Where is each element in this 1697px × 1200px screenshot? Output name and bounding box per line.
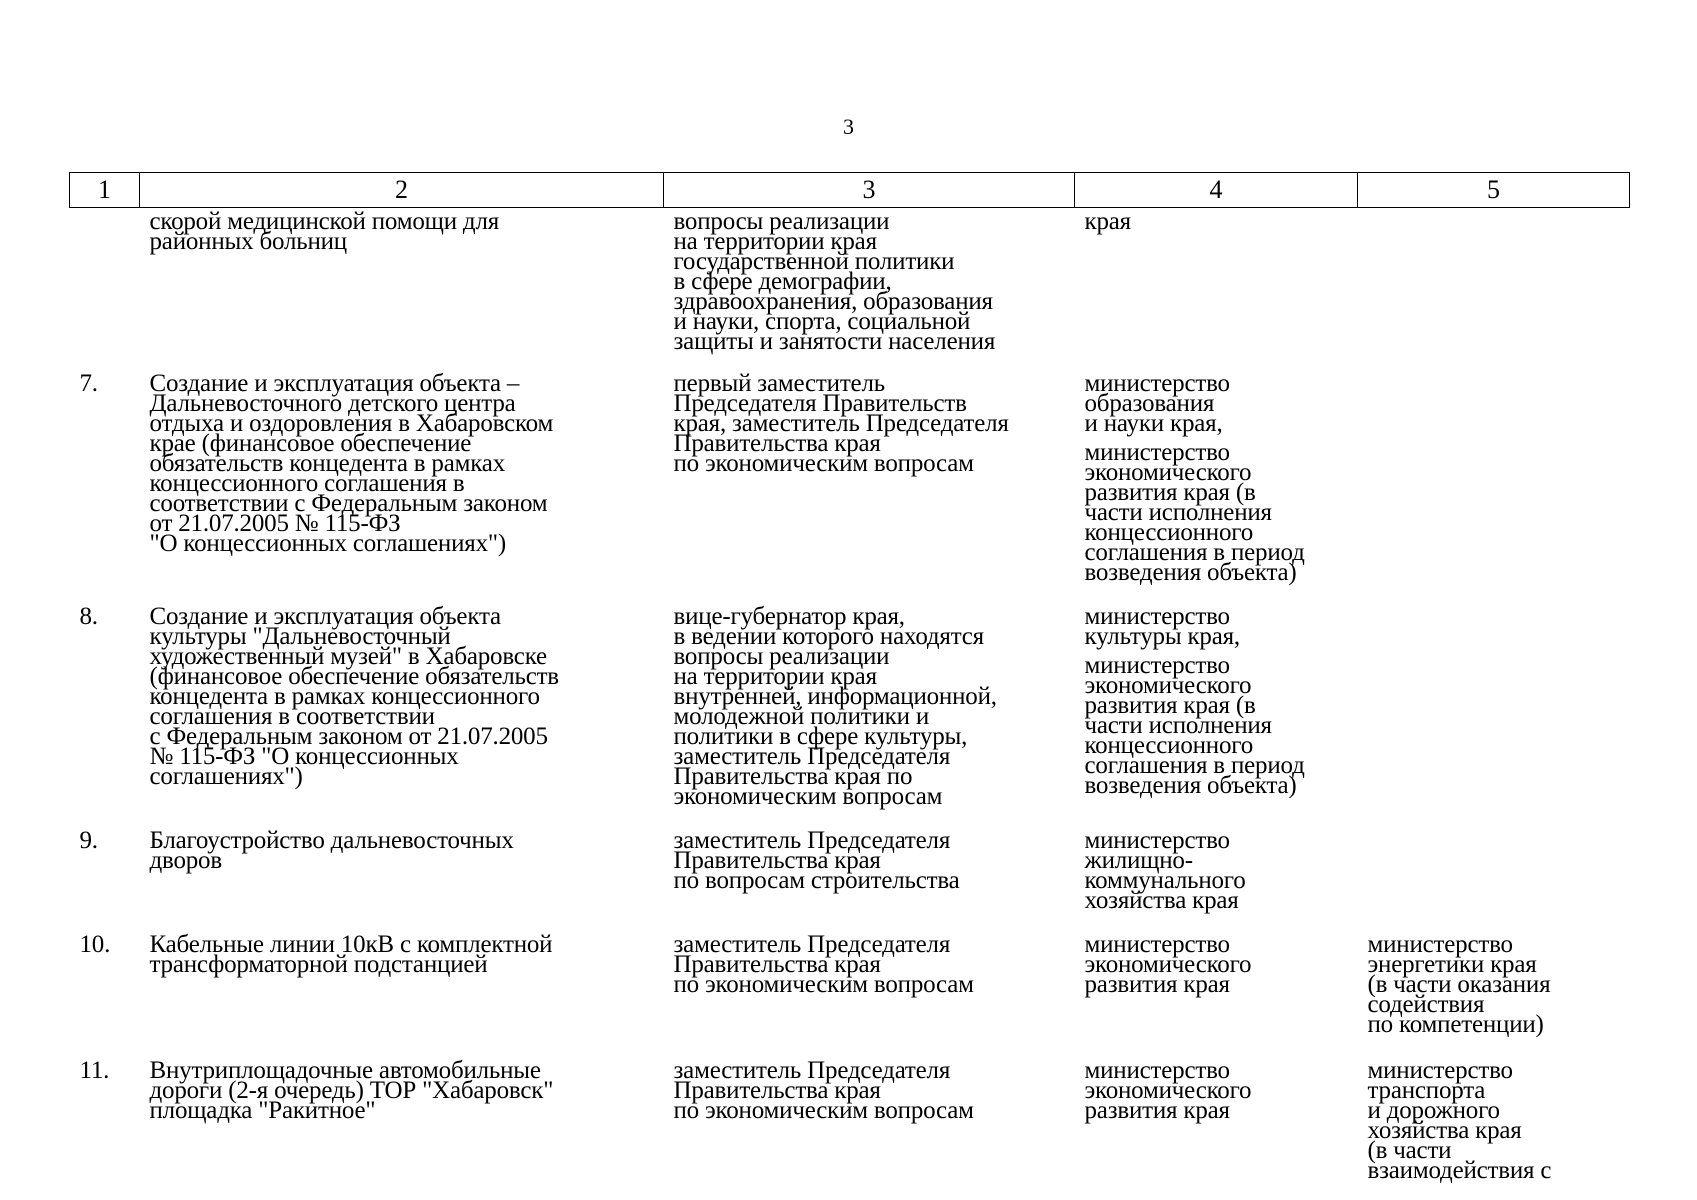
column-header-2: 2 [140, 173, 664, 208]
cell-line: и науки, спорта, социальной [673, 308, 971, 335]
responsible-official-cell [664, 1057, 1075, 1181]
cell-line: заместитель Председателя [673, 1057, 951, 1084]
cell-line: соглашения в соответствии [149, 703, 435, 730]
cell-line: по вопросам строительства [673, 867, 960, 894]
cell-line: (в части [1367, 1137, 1452, 1164]
cell-line: № 115-ФЗ "О концессионных [149, 743, 459, 770]
column-header-3: 3 [664, 173, 1075, 208]
co-executor-cell [1358, 607, 1630, 831]
cell-line: энергетики края [1367, 951, 1537, 978]
ministry-paragraph [1084, 931, 1350, 998]
object-name-cell [140, 208, 664, 375]
cell-line: соответствии с Федеральным законом [149, 490, 548, 517]
cell-line: политики в сфере культуры, [673, 723, 968, 750]
cell-line: площадка "Ракитное" [149, 1097, 376, 1124]
cell-line: и дорожного [1367, 1097, 1500, 1124]
cell-line: края, заместитель Председателя [673, 410, 1009, 437]
ministry-paragraph [1084, 439, 1350, 586]
table-row [70, 208, 1630, 375]
cell-line: Председателя Правительств [673, 390, 967, 417]
cell-line: на территории края [673, 663, 877, 690]
object-name-cell [140, 603, 664, 831]
cell-line: по экономическим вопросам [673, 450, 974, 477]
cell-line: здравоохранения, образования [673, 288, 993, 315]
cell-line: края [1084, 208, 1131, 235]
cell-line: в ведении которого находятся [673, 623, 984, 650]
cell-line: государственной политики [673, 248, 955, 275]
cell-line: и науки края, [1084, 410, 1223, 437]
cell-line: Благоустройство дальневосточных [149, 827, 514, 854]
ministry-paragraph [1084, 652, 1350, 799]
responsible-official-cell [664, 827, 1075, 935]
cell-line: Правительства края [673, 847, 881, 874]
ministry-paragraph [1084, 827, 1350, 914]
cell-line: экономического [1084, 951, 1252, 978]
cell-line: части исполнения [1084, 712, 1272, 739]
responsible-ministry-cell [1075, 370, 1358, 607]
table-row [70, 1061, 1630, 1181]
co-executor-cell [1358, 208, 1630, 375]
cell-line: Правительства края по [673, 763, 913, 790]
cell-line: возведения объекта) [1084, 559, 1297, 586]
cell-line: развития края (в [1084, 479, 1256, 506]
object-name-cell [140, 370, 664, 607]
co-executor-cell [1358, 931, 1630, 1061]
cell-line: министерство [1084, 603, 1230, 630]
object-name-cell [140, 931, 664, 1061]
cell-line: экономического [1084, 1077, 1252, 1104]
cell-line: экономического [1084, 672, 1252, 699]
cell-line: министерство [1084, 931, 1230, 958]
cell-line: концессионного соглашения в [149, 470, 465, 497]
cell-line: министерство [1084, 370, 1230, 397]
cell-line: министерство [1367, 931, 1513, 958]
cell-line: Внутриплощадочные автомобильные [149, 1057, 541, 1084]
cell-line: Создание и эксплуатация объекта – [149, 370, 520, 397]
cell-line: транспорта [1367, 1077, 1486, 1104]
column-header-5: 5 [1358, 173, 1630, 208]
cell-line: части исполнения [1084, 499, 1272, 526]
cell-line: взаимодействия с [1367, 1157, 1552, 1184]
cell-line: развития края [1084, 1097, 1230, 1124]
cell-line: (финансовое обеспечение обязательств [149, 663, 559, 690]
ministry-paragraph [1084, 370, 1350, 437]
cell-line: вице-губернатор края, [673, 603, 905, 630]
table-row [70, 935, 1630, 1061]
cell-line: дворов [149, 847, 222, 874]
ministry-paragraph [1084, 1057, 1350, 1124]
cell-line: концессионного [1084, 732, 1254, 759]
ministry-paragraph [1084, 208, 1350, 235]
cell-line: министерство [1084, 827, 1230, 854]
cell-line: заместитель Председателя [673, 743, 951, 770]
cell-line: культуры "Дальневосточный [149, 623, 451, 650]
cell-line: развития края [1084, 971, 1230, 998]
cell-line: экономическим вопросам [673, 783, 943, 810]
row-number: 11. [79, 1057, 110, 1084]
responsible-ministry-cell [1075, 827, 1358, 935]
cell-line: жилищно- [1084, 847, 1193, 874]
cell-line: возведения объекта) [1084, 772, 1297, 799]
cell-line: от 21.07.2005 № 115-ФЗ [149, 510, 401, 537]
cell-line: на территории края [673, 228, 877, 255]
object-name-cell [140, 1057, 664, 1181]
cell-line: первый заместитель [673, 370, 885, 397]
cell-line: Правительства края [673, 430, 881, 457]
cell-line: художественный музей" в Хабаровске [149, 643, 547, 670]
cell-line: министерство [1084, 652, 1230, 679]
cell-line: экономического [1084, 459, 1252, 486]
cell-line: в сфере демографии, [673, 268, 892, 295]
cell-line: министерство [1367, 1057, 1513, 1084]
responsible-ministry-cell [1075, 603, 1358, 831]
responsibility-table [69, 172, 1630, 1184]
cell-line: по экономическим вопросам [673, 1097, 974, 1124]
responsible-official-cell [664, 370, 1075, 607]
cell-line: вопросы реализации [673, 208, 890, 235]
row-number [70, 208, 140, 375]
cell-line: "О концессионных соглашениях") [149, 530, 507, 557]
cell-line: вопросы реализации [673, 643, 890, 670]
cell-line: Создание и эксплуатация объекта [149, 603, 501, 630]
responsible-official-cell [664, 603, 1075, 831]
cell-line: концессионного [1084, 519, 1254, 546]
table-body [70, 208, 1630, 1182]
row-number: 9. [79, 827, 98, 854]
cell-line: заместитель Председателя [673, 931, 951, 958]
table-row [70, 374, 1630, 607]
cell-line: соглашениях") [149, 763, 303, 790]
cell-line: Правительства края [673, 951, 881, 978]
cell-line: концедента в рамках концессионного [149, 683, 540, 710]
responsible-ministry-cell [1075, 1057, 1358, 1181]
cell-line: содействия [1367, 991, 1485, 1018]
cell-line: Правительства края [673, 1077, 881, 1104]
cell-line: трансформаторной подстанцией [149, 951, 488, 978]
cell-line: по экономическим вопросам [673, 971, 974, 998]
co-executor-cell [1358, 831, 1630, 935]
responsible-ministry-cell [1075, 931, 1358, 1061]
table-header-row [70, 173, 1630, 208]
cell-line: по компетенции) [1367, 1011, 1544, 1038]
co-executor-cell [1358, 1057, 1630, 1184]
cell-line: (в части оказания [1367, 971, 1551, 998]
cell-line: образования [1084, 390, 1215, 417]
cell-line: Дальневосточного детского центра [149, 390, 516, 417]
cell-line: соглашения в период [1084, 752, 1305, 779]
cell-line: хозяйства края [1084, 887, 1239, 914]
row-number: 10. [79, 931, 111, 958]
row-number: 7. [79, 370, 98, 397]
cell-line: министерство [1084, 439, 1230, 466]
object-name-cell [140, 827, 664, 935]
cell-line: крае (финансовое обеспечение [149, 430, 472, 457]
page-number: 3 [843, 114, 854, 139]
table-row [70, 831, 1630, 935]
cell-line: Кабельные линии 10кВ с комплектной [149, 931, 553, 958]
cell-line: министерство [1084, 1057, 1230, 1084]
cell-line: хозяйства края [1367, 1117, 1522, 1144]
cell-line: отдыха и оздоровления в Хабаровском [149, 410, 554, 437]
cell-line: культуры края, [1084, 623, 1240, 650]
responsible-official-cell [664, 931, 1075, 1061]
cell-line: заместитель Председателя [673, 827, 951, 854]
column-header-1: 1 [70, 173, 140, 208]
cell-line: скорой медицинской помощи для [149, 208, 500, 235]
co-executor-cell [1358, 374, 1630, 607]
responsible-official-cell [664, 208, 1075, 375]
cell-line: молодежной политики и [673, 703, 930, 730]
cell-line: защиты и занятости населения [673, 328, 996, 355]
cell-line: районных больниц [149, 228, 347, 255]
ministry-paragraph [1084, 603, 1350, 650]
cell-line: соглашения в период [1084, 539, 1305, 566]
row-number: 8. [79, 603, 98, 630]
table-row [70, 607, 1630, 831]
cell-line: внутренней, информационной, [673, 683, 997, 710]
cell-line: с Федеральным законом от 21.07.2005 [149, 723, 548, 750]
cell-line: коммунального [1084, 867, 1246, 894]
cell-line: дороги (2-я очередь) ТОР "Хабаровск" [149, 1077, 554, 1104]
cell-line: обязательств концедента в рамках [149, 450, 506, 477]
cell-line: развития края (в [1084, 692, 1256, 719]
responsible-ministry-cell [1075, 208, 1358, 375]
column-header-4: 4 [1075, 173, 1358, 208]
